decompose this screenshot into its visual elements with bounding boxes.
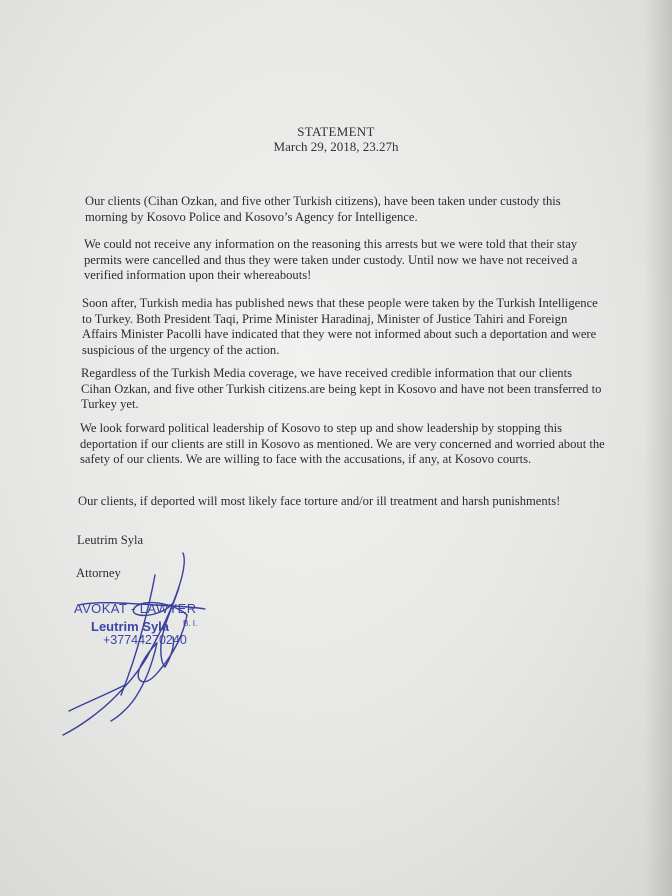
paragraph-3: Soon after, Turkish media has published news that these people were taken by the Turkish Intelligence to Turkey. Both President Taqi, Prime Minister Haradinaj, Minister of Justice Tahiri and Foreign Affairs Minister Pacolli have indicated that they were not informed about such a deportation and were suspicious of the urgency of the action. (82, 296, 598, 357)
stamp-initials: B. I. (183, 619, 198, 628)
signatory-role: Attorney (76, 566, 121, 580)
paragraph-4: Regardless of the Turkish Media coverage, we have received credible information that our clients Cihan Ozkan, and five other Turkish citizens.are being kept in Kosovo and have not been transferred to Turkey yet. (81, 366, 602, 411)
statement-date: March 29, 2018, 23.27h (273, 139, 399, 154)
handwritten-signature (55, 545, 215, 745)
paragraph-2: We could not receive any information on the reasoning this arrests but we were told that their stay permits were cancelled and thus they were taken under custody. Until now we have not received a verified information upon their whereabouts! (84, 237, 578, 282)
stamp-name: Leutrim Syla (91, 619, 170, 634)
paragraph-5: We look forward political leadership of Kosovo to step up and show leadership by stopping this deportation if our clients are still in Kosovo as mentioned. We are very concerned and worried about the safety of our clients. We are willing to face with the accusations, if any, at Kosovo courts. (80, 421, 605, 466)
paragraph-1: Our clients (Cihan Ozkan, and five other Turkish citizens), have been taken under custody this morning by Kosovo Police and Kosovo’s Agency for Intelligence. (85, 194, 561, 224)
statement-title: STATEMENT (297, 124, 375, 139)
signatory-name: Leutrim Syla (77, 533, 144, 547)
stamp-title: AVOKAT - LAWYER (74, 601, 197, 616)
paragraph-6: Our clients, if deported will most likely face torture and/or ill treatment and harsh punishments! (78, 494, 561, 508)
stamp-phone: +37744270240 (103, 633, 187, 647)
